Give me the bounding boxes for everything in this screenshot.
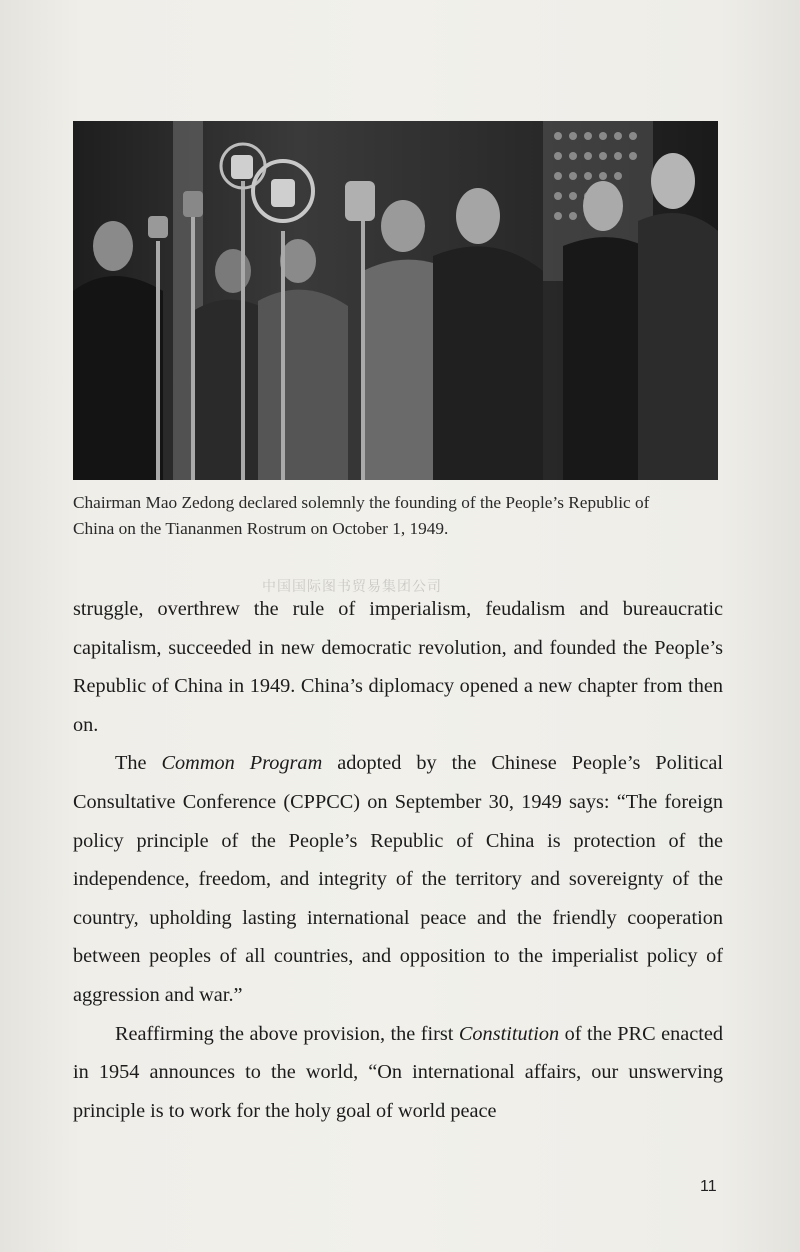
paragraph-2-text: adopted by the Chinese People’s Political Consultative Conference (CPPCC) on September 30, 1949 says: “The foreign policy principle of the People’s Republic of China is protection of the independence, freedom, and integrity of the territory and sovereignty of the country, upholding lasting international peace and the friendly cooperation between peoples of all countries, and opposition to the imperialist policy of aggression and war.” [73,752,723,1006]
paragraph-2-lead: The [115,752,162,775]
body-text [73,590,723,1130]
paragraph-3-text: of the PRC enacted in 1954 announces to the world, “On international affairs, our unswerving principle is to work for the holy goal of world peace [73,1022,723,1122]
publisher-watermark: 中国国际图书贸易集团公司 [262,579,442,595]
common-program-title: Common Program [161,752,323,775]
caption-line-2: China on the Tiananmen Rostrum on October 1, 1949. [73,519,449,538]
paragraph-2 [73,744,723,1014]
paragraph-3 [73,1015,723,1131]
paragraph-3-lead: Reaffirming the above provision, the first [115,1022,459,1045]
paragraph-1: struggle, overthrew the rule of imperialism, feudalism and bureaucratic capitalism, succeeded in new democratic revolution, and founded the People’s Republic of China in 1949. China’s diplomacy opened a new chapter from then on. [73,598,723,736]
page-number: 11 [700,1178,717,1195]
photo-caption [73,490,723,542]
photo-illustration [73,121,718,480]
caption-line-1: Chairman Mao Zedong declared solemnly the founding of the People’s Republic of [73,493,650,512]
constitution-title: Constitution [458,1022,560,1045]
historical-photo [73,121,718,480]
